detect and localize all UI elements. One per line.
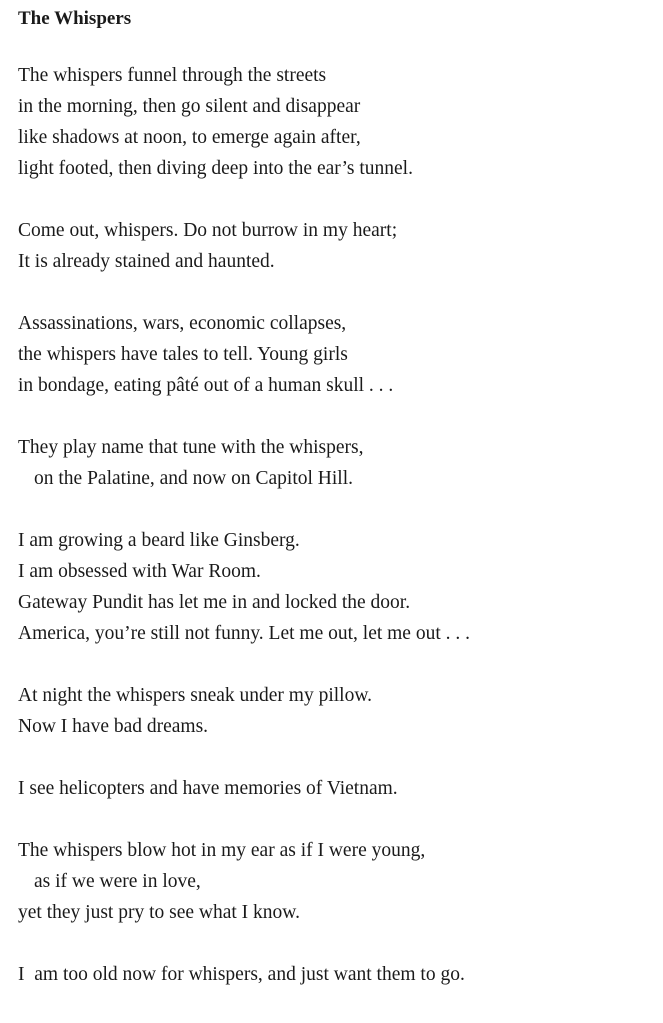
poem-line: At night the whispers sneak under my pillow. (18, 685, 373, 706)
poem-line: I am growing a beard like Ginsberg. (18, 530, 300, 551)
stanza-8 (18, 835, 658, 928)
stanza-7 (18, 773, 658, 804)
poem-title: The Whispers (18, 8, 132, 29)
stanza-9 (18, 959, 658, 990)
stanza-2 (18, 215, 658, 277)
poem-line: in the morning, then go silent and disappear (18, 96, 361, 117)
poem-line: America, you’re still not funny. Let me out, let me out . . . (18, 623, 471, 644)
poem-line: I see helicopters and have memories of Vietnam. (18, 778, 398, 799)
poem (18, 6, 658, 1021)
poem-line-indented: on the Palatine, and now on Capitol Hill. (34, 468, 353, 489)
poem-line: the whispers have tales to tell. Young girls (18, 344, 348, 365)
poem-line: It is already stained and haunted. (18, 251, 275, 272)
poem-line: I am obsessed with War Room. (18, 561, 261, 582)
poem-line: The whispers blow hot in my ear as if I were young, (18, 840, 426, 861)
poem-line: The whispers funnel through the streets (18, 65, 327, 86)
stanza-4 (18, 432, 658, 494)
stanza-1 (18, 60, 658, 184)
stanza-5 (18, 525, 658, 649)
stanza-6 (18, 680, 658, 742)
stanza-3 (18, 308, 658, 401)
poem-line: I am too old now for whispers, and just want them to go. (18, 964, 465, 985)
poem-line: in bondage, eating pâté out of a human skull . . . (18, 375, 394, 396)
poem-line: light footed, then diving deep into the ear’s tunnel. (18, 158, 413, 179)
poem-line: Gateway Pundit has let me in and locked the door. (18, 592, 411, 613)
poem-line: Now I have bad dreams. (18, 716, 209, 737)
poem-line: like shadows at noon, to emerge again after, (18, 127, 361, 148)
poem-line: They play name that tune with the whispers, (18, 437, 364, 458)
poem-line: Assassinations, wars, economic collapses, (18, 313, 347, 334)
poem-line: Come out, whispers. Do not burrow in my heart; (18, 220, 398, 241)
poem-line: yet they just pry to see what I know. (18, 902, 300, 923)
poem-line-indented: as if we were in love, (34, 871, 201, 892)
